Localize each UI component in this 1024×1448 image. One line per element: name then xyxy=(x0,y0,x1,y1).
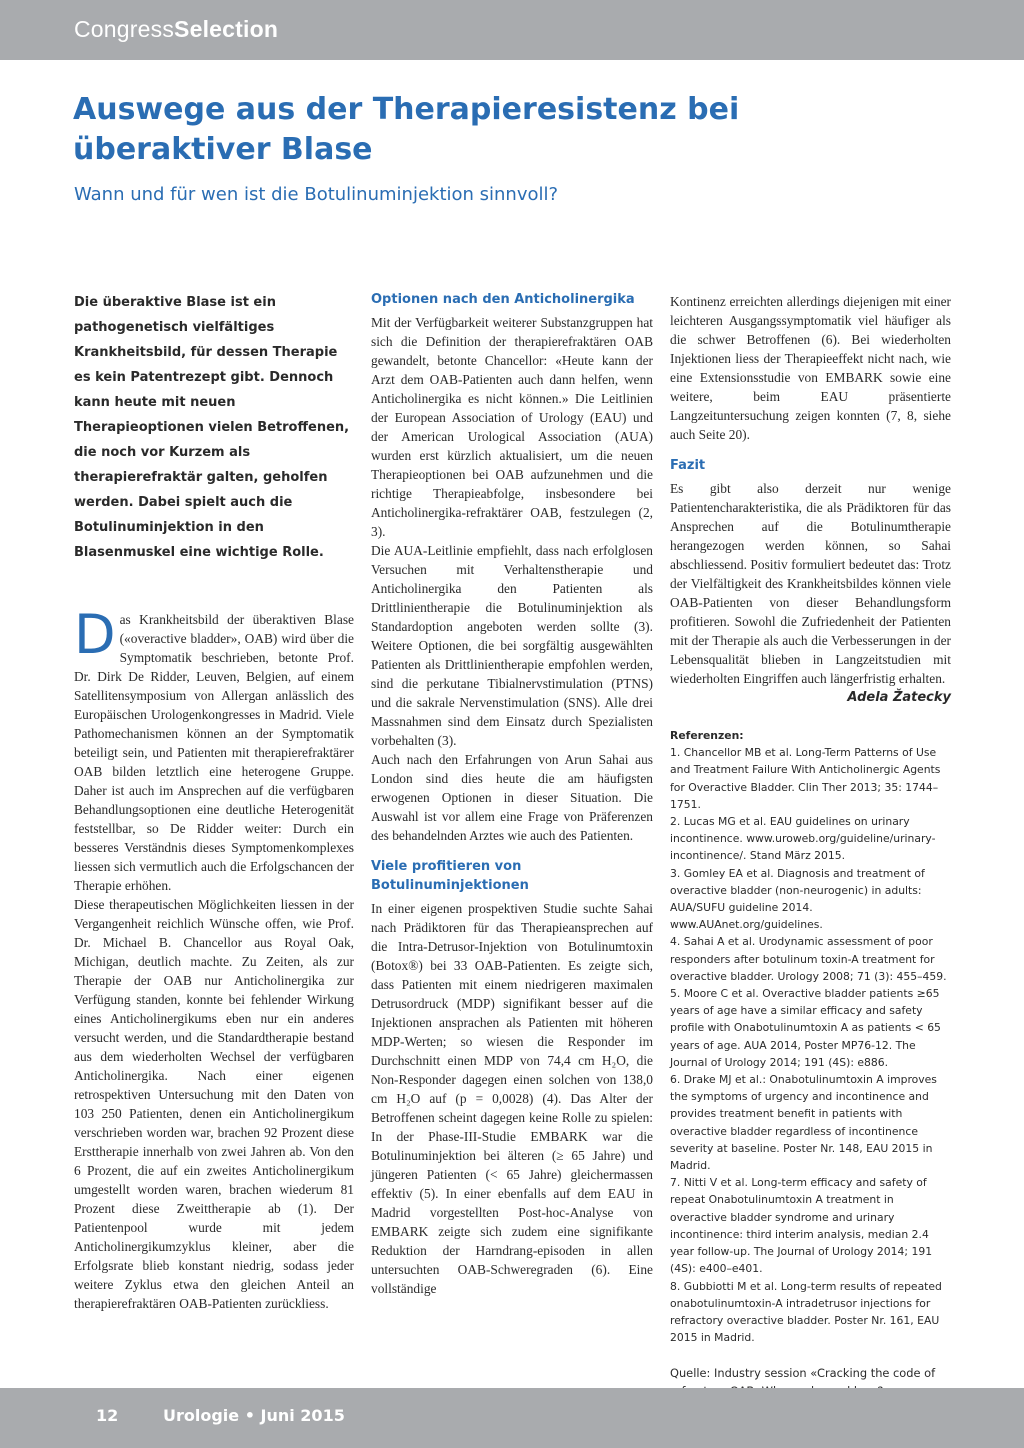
column-3 xyxy=(670,292,951,1436)
paragraph: In einer eigenen prospektiven Studie suchte Sahai nach Prädiktoren für das Therapieansprechen auf die Intra-Detrusor-Injektion von Botulinumtoxin (Botox®) bei 33 OAB-Patienten. Es zeigte sich, dass Patienten mit einem niedrigeren maximalen Detrusordruck (MDP) signifikant besser auf die Injektionen ansprachen als Patienten mit höheren MDP-Werten; so wiesen die Responder im Durchschnitt einen MDP von 74,4 cm H₂O, die Non-Responder dagegen einen solchen von 138,0 cm H₂O auf (p = 0,0028) (4). Das Alter der Betroffenen scheint dagegen keine Rolle zu spielen: In der Phase-III-Studie EMBARK war die Botulinuminjektion bei älteren (≥ 65 Jahre) und jüngeren Patienten (< 65 Jahre) gleichermassen effektiv (5). In einer ebenfalls auf dem EAU in Madrid vorgestellten Post-hoc-Analyse von EMBARK zeigte sich zudem eine signifikante Reduktion der Harndrang-episoden in allen untersuchten OAB-Schweregraden (6). Eine vollständige xyxy=(371,901,653,1296)
paragraph: Es gibt also derzeit nur wenige Patientencharakteristika, die als Prädiktoren für das Ansprechen auf die Botulinumtherapie herangezogen werden können, so Sahai abschliessend. Positiv formuliert bedeutet das: Trotz der Vielfältigkeit des Krankheitsbildes können viele OAB-Patienten von dieser Behandlungsform profitieren. Sowohl die Zufriedenheit der Patienten mit der Therapie als auch die Verbesserungen in der Lebensqualität blieben in Langzeitstudien mit wiederholten Eingriffen auch längerfristig erhalten. xyxy=(670,481,951,686)
brand-bold: Selection xyxy=(174,16,279,42)
article-subtitle: Wann und für wen ist die Botulinuminjektion sinnvoll? xyxy=(74,184,559,205)
article-title: Auswege aus der Therapieresistenz bei überaktiver Blase xyxy=(73,92,740,167)
reference-item: 4. Sahai A et al. Urodynamic assessment of poor responders after botulinum toxin-A treatment for overactive bladder. Urology 2008; 71 (3): 455–459. xyxy=(670,935,947,983)
dropcap: D xyxy=(74,603,116,666)
column-2 xyxy=(371,290,653,1298)
brand-logo xyxy=(74,16,278,43)
brand-regular: Congress xyxy=(74,16,175,42)
paragraph: Diese therapeutischen Möglichkeiten liessen in der Vergangenheit reichlich Wünsche offen, wie Prof. Dr. Michael B. Chancellor aus Royal Oak, Michigan, deutlich machte. Zu Zeiten, als zur Therapie der OAB nur Anticholinergika zur Verfügung standen, konnte bei fehlender Wirkung eines Anticholinergikums eben nur ein anderes versucht werden, und die Standardtherapie bestand aus dem wiederholten Wechsel der verfügbaren Anticholinergika. Nach einer eigenen retrospektiven Untersuchung mit den Daten von 103 250 Patienten, denen ein Anticholinergikum verschrieben worden war, brachen 92 Prozent diese Ersttherapie innerhalb von zwei Jahren ab. Von den 6 Prozent, die auf ein zweites Anticholinergikum umgestellt worden waren, brachen wiederum 81 Prozent diese Zweittherapie ab (1). Der Patientenpool wurde mit jedem Anticholinergikumzyklus kleiner, aber die Erfolgsrate blieb konstant niedrig, sodass jeder weitere Zyklus etwa den gleichen Anteil an therapierefraktären OAB-Patienten zurückliess. xyxy=(74,897,354,1311)
footer-bar xyxy=(0,1388,1024,1448)
reference-item: 8. Gubbiotti M et al. Long-term results of repeated onabotulinumtoxin-A intradetrusor injections for refractory overactive bladder. Poster Nr. 161, EAU 2015 in Madrid. xyxy=(670,1279,942,1345)
column-1 xyxy=(74,290,354,1313)
reference-item: 7. Nitti V et al. Long-term efficacy and safety of repeat Onabotulinumtoxin A treatment in overactive bladder syndrome and urinary incontinence: third interim analysis, median 2.4 year follow-up. The Journal of Urology 2014; 191 (4S): e400–e401. xyxy=(670,1176,933,1276)
source-note: Quelle: Industry session «Cracking the code of xyxy=(670,1366,936,1381)
section-heading-fazit: Fazit xyxy=(670,458,706,473)
reference-item: 5. Moore C et al. Overactive bladder patients ≥65 years of age have a similar efficacy and safety profile with Onabotulinumtoxin A as patients < 65 years of age. AUA 2014, Poster MP76-12. The Journal of Urology 2014; 191 (4S): e886. xyxy=(670,987,941,1069)
journal-issue: Urologie • Juni 2015 xyxy=(163,1406,345,1425)
page-number: 12 xyxy=(96,1406,119,1425)
paragraph: Auch nach den Erfahrungen von Arun Sahai aus London sind dies heute die am häufigsten erwogenen Optionen in dieser Situation. Die Auswahl ist vor allem eine Frage von Präferenzen des behandelnden Arztes wie auch des Patienten. xyxy=(371,752,653,843)
paragraph: Die AUA-Leitlinie empfiehlt, dass nach erfolglosen Versuchen mit Verhaltenstherapie und Anticholinergika den Patienten als Drittlinientherapie die Botulinuminjektion als Standardoption angeboten werden sollte (3). Weitere Optionen, die bei sorgfältig ausgewählten Patienten als Drittlinientherapie empfohlen werden, sind die perkutane Tibialnervstimulation (PTNS) und die sakrale Nervenstimulation (SNS). Alle drei Massnahmen sind dem Einsatz durch Spezialisten vorbehalten (3). xyxy=(371,543,653,748)
header-bar xyxy=(0,0,1024,60)
references-title: Referenzen: xyxy=(670,729,744,742)
paragraph-intro xyxy=(74,603,354,895)
paragraph: Kontinenz erreichten allerdings diejenigen mit einer leichteren Ausgangssymptomatik viel häufiger als die schwer Betroffenen (6). Bei wiederholten Injektionen liess der Therapieeffekt nicht nach, wie eine Extensionsstudie von EMBARK sowie eine weitere, beim EAU präsentierte Langzeituntersuchung zeigen konnten (7, 8, siehe auch Seite 20). xyxy=(670,294,951,442)
reference-item: 1. Chancellor MB et al. Long-Term Patterns of Use and Treatment Failure With Anticholinergic Agents for Overactive Bladder. Clin Ther 2013; 35: 1744–1751. xyxy=(670,746,941,811)
paragraph: Mit der Verfügbarkeit weiterer Substanzgruppen hat sich die Definition der therapierefraktären OAB gewandelt, betonte Chancellor: «Heute kann der Arzt dem OAB-Patienten auch dann helfen, wenn Anticholinergika es nicht können.» Die Leitlinien der European Association of Urology (EAU) und der American Urological Association (AUA) wurden erst kürzlich aktualisiert, um die neuen Therapieoptionen bei OAB aufzunehmen und die richtige Therapieabfolge, insbesondere bei Anticholinergika-refraktärer OAB, festzulegen (2, 3). xyxy=(371,315,653,539)
section-heading-profit: Viele profitieren von Botulinuminjektionen xyxy=(371,859,529,893)
lead-paragraph: Die überaktive Blase ist ein pathogenetisch vielfältiges Krankheitsbild, für dessen Therapie es kein Patentrezept gibt. Dennoch kann heute mit neuen Therapieoptionen vielen Betroffenen, die noch vor Kurzem als therapierefraktär galten, geholfen werden. Dabei spielt auch die Botulinuminjektion in den Blasenmuskel eine wichtige Rolle. xyxy=(74,295,350,560)
reference-item: 2. Lucas MG et al. EAU guidelines on urinary incontinence. www.uroweb.org/guideline/urinary-incontinence/. Stand März 2015. xyxy=(670,815,936,863)
references xyxy=(670,727,951,1436)
references-list xyxy=(670,744,951,1346)
section-heading-options: Optionen nach den Anticholinergika xyxy=(371,292,635,307)
paragraph-intro-text: as Krankheitsbild der überaktiven Blase («overactive bladder», OAB) wird über die Symptomatik beschrieben, betonte Prof. Dr. Dirk De Ridder, Leuven, Belgien, auf einem Satellitensymposium von Allergan anlässlich des Europäischen Urologenkongresses in Madrid. Viele Pathomechanismen können an der Symptomatik beteiligt sein, und Patienten mit therapierefraktärer OAB bilden letztlich eine heterogene Gruppe. Daher ist auch im Ansprechen auf die verfügbaren Behandlungsoptionen eine deutliche Heterogenität feststellbar, so De Ridder weiter: Durch ein besseres Verständnis dieses Symptomenkomplexes liessen sich vermutlich auch die Erfolgschancen der Therapie erhöhen. xyxy=(74,612,354,893)
author-name: Adela Žatecky xyxy=(847,690,951,705)
reference-item: 6. Drake MJ et al.: Onabotulinumtoxin A improves the symptoms of urgency and incontinence and provides treatment benefit in patients with overactive bladder regardless of incontinence severity at baseline. Poster Nr. 148, EAU 2015 in Madrid. xyxy=(670,1073,937,1173)
reference-item: 3. Gomley EA et al. Diagnosis and treatment of overactive bladder (non-neurogenic) in adults: AUA/SUFU guideline 2014. www.AUAnet.org/guidelines. xyxy=(670,866,925,932)
